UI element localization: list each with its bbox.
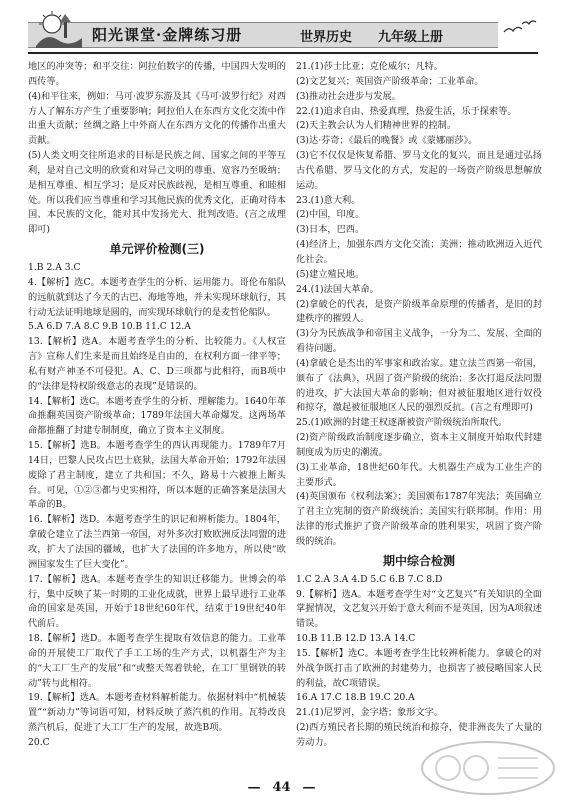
answer-item: 21.(1)尼罗河，金字塔；象形文字。 (296, 707, 444, 719)
answer-item: 13.【解析】选A。本题考查学生的分析、比较能力。《人权宣言》宣称人们生来是而且始终是自由的，在权利方面一律平等；私有财产神圣不可侵犯。A、C、D三项都与此相符，而B项中的“法律是特权阶级意志的表现”是错误的。 (28, 336, 286, 392)
answer-item: 14.【解析】选C。本题考查学生的分析、理解能力。1640年革命推翻英国资产阶级革命；1789年法国大革命爆发。这两场革命都推翻了封建专制制度，确立了资本主义制度。 (28, 395, 286, 437)
page-header (0, 0, 563, 56)
answer-item: 21.(1)莎士比亚；克伦威尔；凡特。 (296, 61, 444, 72)
page-number: — 44 — (247, 780, 316, 795)
answer-item: 16.A 17.C 18.B 19.C 20.A (296, 692, 415, 704)
section-title: 单元评价检测(三) (109, 242, 205, 257)
answer-item: 25.(1)欧洲的封建王权逐渐被资产阶级统治所取代。 (296, 417, 508, 429)
answer-item: 地区的冲突等；和平交往：阿拉伯数字的传播，中国四大发明的西传等。 (28, 61, 286, 87)
answer-item: (3)日本，巴西。 (296, 224, 365, 236)
answer-item: (5)建立殖民地。 (296, 268, 365, 280)
answer-item: (3)分为民族战争和帝国主义战争，一分为二、发展、全面的看待问题。 (296, 328, 542, 355)
answer-item: (2)西方殖民者长期的殖民统治和掠夺，使非洲丧失了大量的劳动力。 (296, 722, 542, 748)
answer-item: 9.【解析】选A。本题考查学生对“文艺复兴”有关知识的全面掌握情况，文艺复兴开始于意大利而不是英国，因为A项叙述错误。 (296, 588, 542, 630)
answer-item: (3)它不仅仅是恢复希腊、罗马文化的复兴，而且是通过弘扬古代希腊、罗马文化的方式，发起的一场资产阶级思想解放运动。 (296, 150, 542, 191)
header-rule (28, 52, 538, 54)
answer-item: (5)人类文明交往所追求的目标是民族之间、国家之间的平等互利，是对自己文明的欣赏和对异己文明的尊重、宽容乃至吸纳；是相互尊重、相互学习；是反对民族歧视，是相互尊重、和睦相处。所以我们应当尊重和学习其他民族的优秀文化，正确对待本国、本民族的文化，能对其中发扬光大、批判改造。(言之成理即可) (28, 150, 286, 236)
subject-label: 世界历史 (300, 30, 353, 45)
answer-item: (3)工业革命，18世纪60年代。大机器生产成为工业生产的主要形式。 (296, 461, 542, 488)
answer-item: 20.C (28, 736, 50, 748)
answer-item: (4)和平往来，例如：马可·波罗东游及其《马可·波罗行纪》对西方人了解东方产生了重要影响；阿拉伯人在东西方文化交流中作出重大贡献；丝绸之路上中外商人在东西方文化的传播作出重大贡献。 (28, 90, 286, 147)
answer-item: 17.【解析】选A。本题考查学生的知识迁移能力。世博会的举行，集中反映了某一时期的工业化成就，世界上最早进行工业革命的国家是英国，开始于18世纪60年代，结束于19世纪40年代前后。 (28, 573, 286, 630)
answer-item: 16.【解析】选D。本题考查学生的识记和辨析能力。1804年，拿破仑建立了法兰西第一帝国，对外多次打败欧洲反法同盟的进攻，扩大了法国的疆域，也扩大了法国的许多地方，所以使“欧洲国家发生了巨大变化”。 (28, 514, 286, 570)
answer-item: (2)资产阶级政治制度逐步确立，资本主义制度开始取代封建制度成为历史的潮流。 (296, 432, 542, 458)
answer-item: (2)天主教会认为人们精神世界的控制。 (296, 120, 457, 132)
answer-item: 23.(1)意大利。 (296, 194, 361, 206)
answer-item: (4)拿破仑是杰出的军事家和政治家。建立法兰西第一帝国，颁布了《法典》，巩固了资产阶级的统治；多次打退反法同盟的进攻，扩大法国大革命的影响；但对被征服地区进行奴役和掠夺，激起被征服地区人民的强烈反抗。(言之有理即可) (296, 357, 542, 414)
answer-item: 18.【解析】选D。本题考查学生提取有效信息的能力。工业革命的开展使工厂取代了手工工场的生产方式，以机器生产为主的“大工厂生产的发展”和“或整天驾着铁轮，在工厂里钢铁的转动”转与此相符。 (28, 633, 286, 689)
answer-item: 5.A 6.D 7.A 8.C 9.B 10.B 11.C 12.A (28, 321, 191, 333)
answer-item: (2)拿破仑的代表，是资产阶级革命原理的传播者，是旧的封建秩序的摧毁人。 (296, 298, 542, 325)
grade-label: 九年级上册 (378, 30, 444, 45)
answer-item: 22.(1)追求自由、热爱真理，热爱生活，乐于探索等。 (296, 105, 517, 117)
answer-item: 19.【解析】选A。本题考查材料解析能力。依据材料中“机械装置”“新动力”等词语可知，材料反映了蒸汽机的作用。瓦特改良蒸汽机后，促进了大工厂生产的发展，故选B项。 (28, 692, 286, 734)
sun-logo-icon (34, 10, 84, 50)
answer-item: (3)达·芬奇；《最后的晚餐》或《蒙娜丽莎》。 (296, 135, 478, 147)
section-title: 期中综合检测 (382, 553, 455, 568)
answer-item: 24.(1)法国大革命。 (296, 283, 379, 295)
answer-item: 15.【解析】选C。本题考查学生比较辨析能力。拿破仑的对外战争既打击了欧洲的封建势力，也损害了被侵略国家人民的利益，故C项错误。 (296, 647, 542, 689)
answer-item: (2)文艺复兴；英国资产阶级革命；工业革命。 (296, 75, 484, 87)
answer-item: 10.B 11.B 12.D 13.A 14.C (296, 633, 416, 645)
answer-item: (4)经济上，加强东西方文化交流；美洲；推动欧洲迈入近代化社会。 (296, 239, 542, 265)
right-column (296, 60, 542, 751)
answer-item: 4.【解析】选C。本题考查学生的分析、运用能力。哥伦布船队的远航就到达了今天的古巴、海地等地，并未实现环球航行，其行动无法证明地球是圆的，而实现环球航行的是麦哲伦船队。 (28, 276, 286, 318)
answer-item: (3)推动社会进步与发展。 (296, 90, 401, 102)
answer-item: 15.【解析】选B。本题考查学生的西认再现能力。1789年7月14日，巴黎人民攻占巴士底狱，法国大革命开始；1792年法国废除了君主制度，建立了共和国；不久，路易十六被推上断头台。可见，①②③都与史实相符，所以本题的正确答案是法国大革命的B。 (28, 440, 286, 511)
brand-title: 阳光课堂·金牌练习册 (92, 26, 243, 44)
left-column (28, 60, 286, 751)
answer-item: (2)中国，印度。 (296, 209, 365, 221)
answer-item: 1.B 2.A 3.C (28, 261, 81, 273)
answer-item: 1.C 2.A 3.A 4.D 5.C 6.B 7.C 8.D (296, 573, 443, 585)
birds-icon (500, 18, 540, 40)
answer-item: (4)英国颁布《权利法案》；美国颁布1787年宪法；英国确立了君主立宪制的资产阶级统治；美国实行联邦制。作用：用法律的形式推护了资产阶级革命的胜利果实，巩固了资产阶级的统治。 (296, 491, 542, 547)
